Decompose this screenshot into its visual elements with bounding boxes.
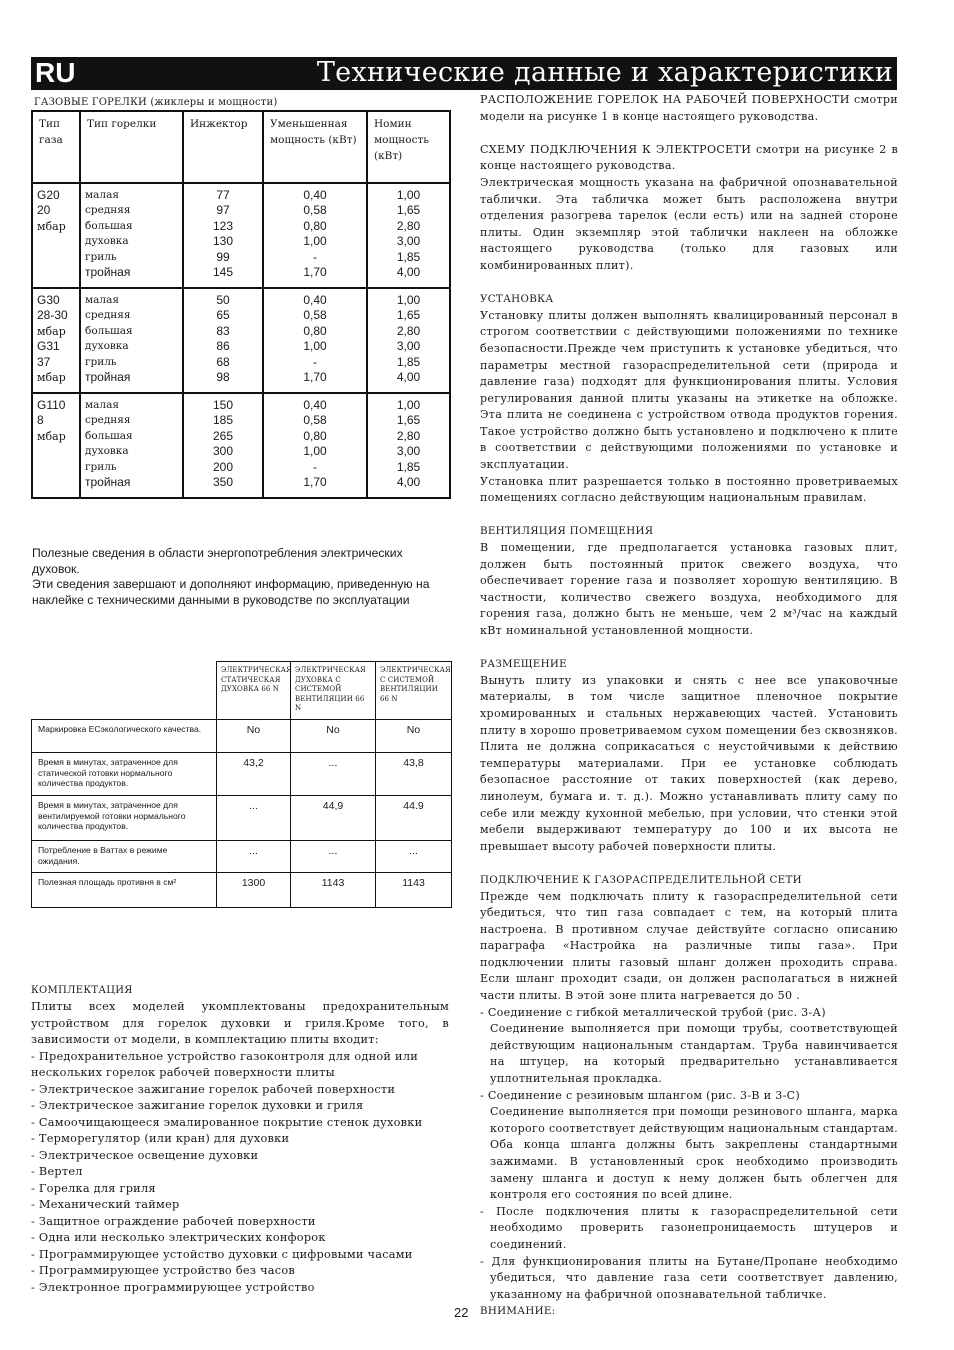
ventilation-paragraph: В помещении, где предполагается установка газовых плит, должен быть постоянный приток свежего воздуха, что обеспечивает горение газа и позволяет хорошую вентиляцию. В частности, количество свежего воздуха, необходимого для горения газа, должно быть не меньше, чем 2 м³/час на каждый кВт номинальной установленной мощности. bbox=[480, 541, 898, 637]
gas-connection-heading: ПОДКЛЮЧЕНИЕ К ГАЗОРАСПРЕДЕЛИТЕЛЬНОЙ СЕТИ bbox=[480, 873, 802, 886]
burner-type-cell: малая средняя большая духовка гриль тройная bbox=[80, 183, 183, 288]
install-paragraph-2: Установка плит разрешается только в постоянно проветриваемых помещениях согласно действующим национальным правилам. bbox=[480, 474, 898, 505]
table-row bbox=[32, 753, 452, 796]
gas-type-cell: G30 28-30 мбар G31 37 мбар bbox=[32, 288, 80, 393]
gas-burners-table bbox=[31, 110, 451, 499]
col-reduced-power: Уменьшенная мощность (кВт) bbox=[263, 111, 367, 183]
bullet-metal-pipe-text: Соединение выполняется при помощи трубы, соответствующей действующим национальным стандартам. Труба навинчивается на штуцер, на который предварительно устанавливается уплотнительная прокладка. bbox=[490, 1022, 898, 1086]
injector-cell: 77 97 123 130 99 145 bbox=[183, 183, 263, 288]
table-header-row bbox=[32, 662, 452, 720]
list-item: - Электронное программирующее устройство bbox=[31, 1280, 315, 1294]
value-cell: 44.9 bbox=[376, 796, 452, 841]
injector-cell: 150 185 265 300 200 350 bbox=[183, 393, 263, 498]
page-header bbox=[31, 57, 897, 90]
power-label-paragraph: Электрическая мощность указана на фабричной опознавательной таблички. Эта табличка может быть расположена внутри отделения разогрева тарелок (если есть) или на задней стороне плиты. Один экземпляр этой таблички наклеен на обложке настоящего руководства (только для газовых или комбинированных плит). bbox=[480, 175, 898, 272]
bullet-rubber-hose-title: - Соединение с резиновым шлангом (рис. 3-В и 3-С) bbox=[480, 1088, 801, 1102]
value-cell: 1143 bbox=[376, 873, 452, 908]
value-cell: ... bbox=[217, 796, 291, 841]
value-cell: 1143 bbox=[291, 873, 376, 908]
row-label: Потребление в Ваттах в режиме ожидания. bbox=[32, 841, 217, 873]
row-label: Время в минутах, затраченное для статической готовки нормального количества продуктов. bbox=[32, 753, 217, 796]
value-cell: ... bbox=[217, 841, 291, 873]
list-item: - Терморегулятор (или кран) для духовки bbox=[31, 1132, 290, 1145]
install-paragraph: Установку плиты должен выполнять квалицированный персонал в строгом соответствии с действующими положениями по технике безопасности.Прежде чем приступить к установке убедиться, что параметры местной газораспределительной сети (природа и давление газа) подходят для функционирования плиты. Условия регулирования данной плиты указаны на этикетке на обложке. Эта плита не соединена с устройством отвода продуктов горения. Такое устройство должно быть установлено и подключено к плите в соответствии с действующими положениями по установке и эксплуатации. bbox=[480, 308, 898, 472]
list-item: - Программирующее устройство без часов bbox=[31, 1264, 296, 1277]
placement-heading: РАЗМЕЩЕНИЕ bbox=[480, 658, 567, 671]
col-injector: Инжектор bbox=[183, 111, 263, 183]
value-cell: ... bbox=[291, 841, 376, 873]
list-item: - Электрическое освещение духовки bbox=[31, 1148, 259, 1162]
bullet-metal-pipe-title: - Соединение с гибкой металлической трубой (рис. 3-А) bbox=[480, 1005, 826, 1019]
col-nominal-power: Номин мощность (кВт) bbox=[367, 111, 450, 183]
equipment-list bbox=[31, 1049, 449, 1297]
bullet-rubber-hose-text: Соединение выполняется при помощи резинового шланга, марка которого соответствует действующим национальным стандартам. Оба конца шланга должны быть закреплены стандартными зажимами. В установленный срок необходимо производить замену шланга и доступ к нему должен быть облегчен для контроля его состояния по всей длине. bbox=[490, 1105, 898, 1202]
burner-type-cell: малая средняя большая духовка гриль тройная bbox=[80, 393, 183, 498]
list-item: - Механический таймер bbox=[31, 1198, 180, 1211]
table-row bbox=[32, 183, 450, 288]
col-vent-oven-2: ЭЛЕКТРИЧЕСКАЯ С СИСТЕМОЙ ВЕНТИЛЯЦИИ 66 N bbox=[376, 662, 452, 720]
col-static-oven: ЭЛЕКТРИЧЕСКАЯ СТАТИЧЕСКАЯ ДУХОВКА 66 N bbox=[217, 662, 291, 720]
language-code: RU bbox=[35, 57, 76, 88]
list-item: - Программирующее устойство духовки с цифровыми часами bbox=[31, 1247, 413, 1261]
list-item: - Вертел bbox=[31, 1165, 83, 1178]
value-cell: 44,9 bbox=[291, 796, 376, 841]
col-vent-oven: ЭЛЕКТРИЧЕСКАЯ ДУХОВКА С СИСТЕМОЙ ВЕНТИЛЯЦИИ 66 N bbox=[291, 662, 376, 720]
nominal-power-cell: 1,00 1,65 2,80 3,00 1,85 4,00 bbox=[367, 393, 450, 498]
page-number: 22 bbox=[454, 1305, 469, 1320]
table-row bbox=[32, 288, 450, 393]
placement-paragraph: Вынуть плиту из упаковки и снять с нее все упаковочные материалы, в том числе защитное пленочное покрытие хромированных и стальных нержавеющих частей. Установить плиту в хорошо проветриваемом сухом помещении без сквозняков. Плита не должна соприкасаться с неустойчивыми к действию температуры материалами. При ее установке соблюдать безопасное расстояние от таких поверхностей (как дерево, линолеум, бумага и. т. д.). Можно устанавливать плиту саму по себе или между кухонной мебелью, при условии, что стенки этой мебели выдерживают температуру до 100 и их высота не превышает высоту рабочей поверхности плиты. bbox=[480, 673, 898, 853]
list-item: - Самоочищающееся эмалированное покрытие стенок духовки bbox=[31, 1115, 423, 1129]
value-cell: 43,2 bbox=[217, 753, 291, 796]
wiring-paragraph: СХЕМУ ПОДКЛЮЧЕНИЯ К ЭЛЕКТРОСЕТИ смотри на рисунке 2 в конце настоящего руководства. bbox=[480, 142, 898, 173]
energy-intro-line: Эти сведения завершают и дополняют информацию, приведенную на наклейке с техническими данными в руководстве по эксплуатации bbox=[32, 577, 430, 607]
attention-heading: ВНИМАНИЕ: bbox=[480, 1305, 556, 1318]
nominal-power-cell: 1,00 1,65 2,80 3,00 1,85 4,00 bbox=[367, 288, 450, 393]
gas-type-cell: G110 8 мбар bbox=[32, 393, 80, 498]
value-cell: ... bbox=[291, 753, 376, 796]
list-item: - Одна или несколько электрических конфорок bbox=[31, 1231, 326, 1244]
bullet-butane-propane: - Для функционирования плиты на Бутане/Пропане необходимо убедиться, что давление газа сети соответствует давлению, указанному на фабричной опознавательной табличке. bbox=[480, 1254, 898, 1301]
row-label: Полезная площадь противня в см² bbox=[32, 873, 217, 908]
table-row bbox=[32, 720, 452, 753]
injector-cell: 50 65 83 86 68 98 bbox=[183, 288, 263, 393]
nominal-power-cell: 1,00 1,65 2,80 3,00 1,85 4,00 bbox=[367, 183, 450, 288]
row-label: Время в минутах, затраченное для вентилируемой готовки нормального количества продуктов. bbox=[32, 796, 217, 841]
reduced-power-cell: 0,40 0,58 0,80 1,00 - 1,70 bbox=[263, 393, 367, 498]
burner-type-cell: малая средняя большая духовка гриль тройная bbox=[80, 288, 183, 393]
ventilation-heading: ВЕНТИЛЯЦИЯ ПОМЕЩЕНИЯ bbox=[480, 525, 654, 538]
equipment-section bbox=[31, 984, 449, 1296]
gas-type-cell: G20 20 мбар bbox=[32, 183, 80, 288]
list-item: - Горелка для гриля bbox=[31, 1181, 156, 1195]
energy-table bbox=[31, 661, 452, 908]
energy-intro bbox=[32, 546, 448, 608]
reduced-power-cell: 0,40 0,58 0,80 1,00 - 1,70 bbox=[263, 288, 367, 393]
energy-intro-line: Полезные сведения в области энергопотребления электрических духовок. bbox=[32, 546, 403, 576]
gas-table-heading: ГАЗОВЫЕ ГОРЕЛКИ (жиклеры и мощности) bbox=[34, 97, 278, 108]
table-row bbox=[32, 841, 452, 873]
col-burner-type: Тип горелки bbox=[80, 111, 183, 183]
table-header-row bbox=[32, 111, 450, 183]
bullet-leak-check: - После подключения плиты к газораспределительной сети необходимо проверить газонепроницаемость штуцеров и соединений. bbox=[480, 1204, 898, 1251]
blank-cell bbox=[32, 662, 217, 720]
value-cell: ... bbox=[376, 841, 452, 873]
value-cell: 43,8 bbox=[376, 753, 452, 796]
value-cell: No bbox=[217, 720, 291, 753]
equipment-intro: Плиты всех моделей укомплектованы предохранительным устройством для горелок духовки и гриля.Кроме того, в зависимости от модели, в комплектацию плиты входит: bbox=[31, 1000, 449, 1046]
table-row bbox=[32, 796, 452, 841]
row-label: Маркировка ЕСэкологического качества. bbox=[32, 720, 217, 753]
value-cell: No bbox=[376, 720, 452, 753]
install-heading: УСТАНОВКА bbox=[480, 293, 554, 306]
right-column bbox=[480, 92, 898, 1320]
list-item: - Электрическое зажигание горелок рабочей поверхности bbox=[31, 1082, 396, 1096]
list-item: - Предохранительное устройство газоконтроля для одной или нескольких горелок рабочей поверхности плиты bbox=[31, 1049, 419, 1079]
equipment-heading: КОМПЛЕКТАЦИЯ bbox=[31, 985, 133, 996]
col-gas-type: Тип газа bbox=[32, 111, 80, 183]
value-cell: 1300 bbox=[217, 873, 291, 908]
burner-layout-paragraph: РАСПОЛОЖЕНИЕ ГОРЕЛОК НА РАБОЧЕЙ ПОВЕРХНОСТИ смотри модели на рисунке 1 в конце настоящего руководства. bbox=[480, 93, 898, 123]
list-item: - Защитное ограждение рабочей поверхности bbox=[31, 1214, 316, 1228]
value-cell: No bbox=[291, 720, 376, 753]
list-item: - Электрическое зажигание горелок духовки и гриля bbox=[31, 1099, 364, 1112]
reduced-power-cell: 0,40 0,58 0,80 1,00 - 1,70 bbox=[263, 183, 367, 288]
table-row bbox=[32, 873, 452, 908]
table-row bbox=[32, 393, 450, 498]
page-title: Технические данные и характеристики bbox=[316, 57, 893, 88]
gas-connection-paragraph: Прежде чем подключать плиту к газораспределительной сети убедиться, что тип газа совпадает с тем, на который плита настроена. В противном случае действуйте согласно описанию параграфа «Настройка на различные типы газа». При подключении плиты газовый шланг должен проходить справа. Если шланг проходит сзади, он должен располагаться в нижней части плиты. В этой зоне плита нагревается до 50 . bbox=[480, 889, 898, 1003]
